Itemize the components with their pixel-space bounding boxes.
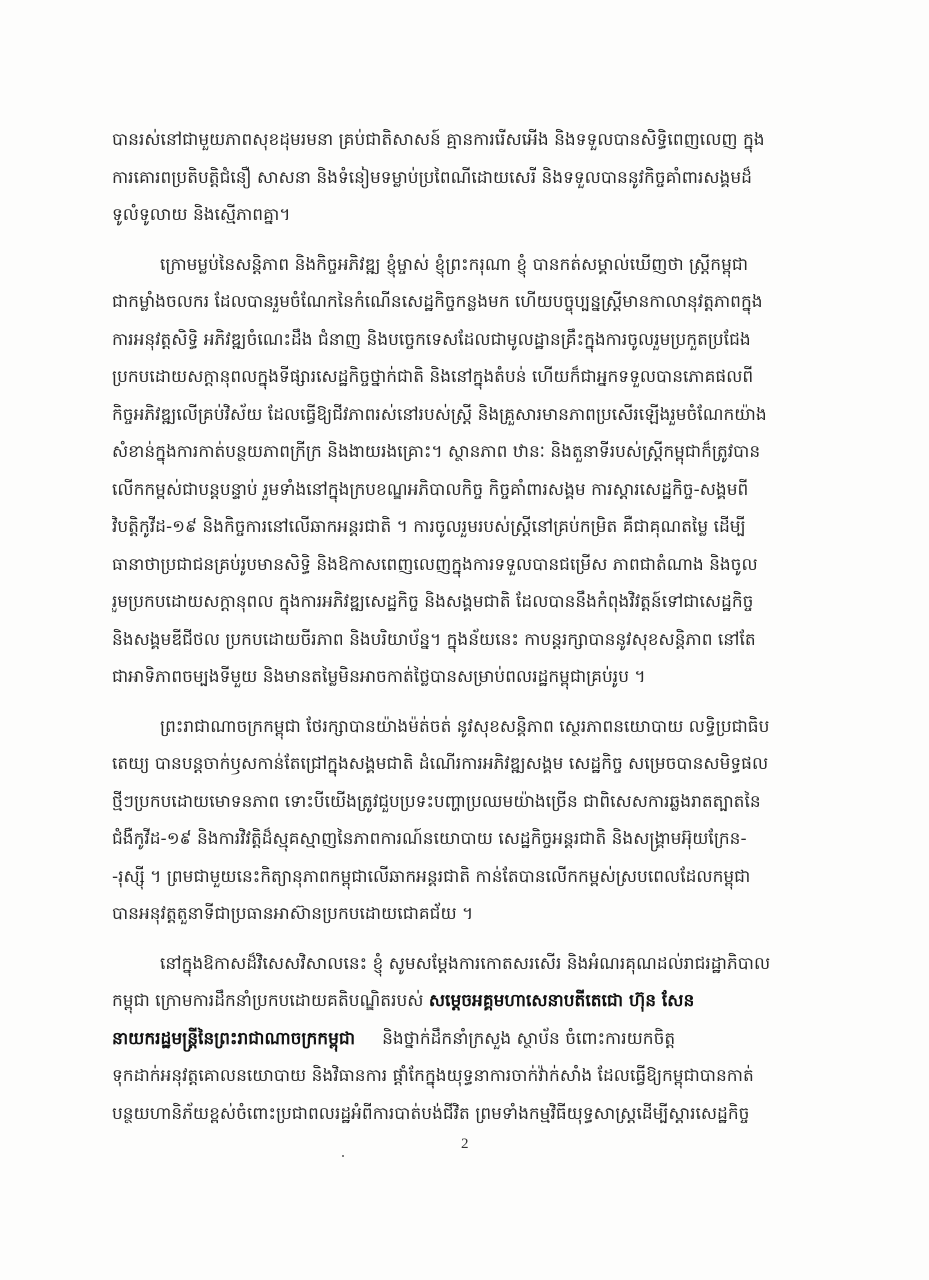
text-line: ធានាថាប្រជាជនគ្រប់រូបមានសិទ្ធិ និងឱកាសពេញលេញក្នុងការទទួលបានជម្រើស ភាពជាតំណាង និងចូល [112, 554, 758, 575]
text-run: កម្ពុជា ក្រោមការដឹកនាំប្រកបដោយគតិបណ្ឌិតរបស់ [112, 991, 429, 1011]
text-line: កិច្ចអភិវឌ្ឍលើគ្រប់វិស័យ ដែលធ្វើឱ្យជីវភាពរស់នៅរបស់ស្ត្រី និងគ្រួសារមានភាពប្រសើរឡើងរួមចំណែកយ៉ាង [112, 404, 767, 425]
text-line [112, 1021, 832, 1059]
prime-minister-title: នាយករដ្ឋមន្ត្រីនៃព្រះរាជាណាចក្រកម្ពុជា [112, 1028, 356, 1049]
text-line: តេយ្យ បានបន្តចាក់ឫសកាន់តែជ្រៅក្នុងសង្គមជាតិ ដំណើរការអភិវឌ្ឍសង្គម សេដ្ឋកិច្ច សម្រេចបានសមិទ្ធផល [112, 754, 769, 774]
text-line: បានរស់នៅជាមួយភាពសុខដុមរមនា គ្រប់ជាតិសាសន៍ គ្មានការរើសអើង និងទទួលបានសិទ្ធិពេញលេញ ក្នុង [112, 130, 765, 150]
paragraph-1 [112, 122, 832, 235]
text-line: និងសង្គមឌីជីថល ប្រកបដោយចីរភាព និងបរិយាប័ន្ន។ ក្នុងន័យនេះ កាបន្តរក្សាបាននូវសុខសន្តិភាព នៅតែ [112, 629, 756, 650]
text-line: លើកកម្ពស់ជាបន្តបន្ទាប់ រួមទាំងនៅក្នុងក្របខណ្ឌអភិបាលកិច្ច កិច្ចគាំពារសង្គម ការស្តារសេដ្ឋកិច្ច-សង្គមពី [112, 479, 749, 500]
text-line [112, 983, 832, 1021]
text-line: ព្រះរាជាណាចក្រកម្ពុជា ថែរក្សាបានយ៉ាងម៉ត់ចត់ នូវសុខសន្តិភាព ស្ថេរភាពនយោបាយ លទ្ធិប្រជាធិប [160, 716, 770, 737]
text-line: ជំងឺកូវីដ-១៩ និងការវិវត្តិដ៏ស្មុគស្មាញនៃភាពការណ៍នយោបាយ សេដ្ឋកិច្ចអន្តរជាតិ និងសង្គ្រាមអ៊ុយក្រែន- [112, 829, 747, 849]
text-line: រួមប្រកបដោយសក្តានុពល ក្នុងការអភិវឌ្ឍសេដ្ឋកិច្ច និងសង្គមជាតិ ដែលបាននឹងកំពុងវិវត្តន៍ទៅជាសេដ្ឋកិច្ច [112, 592, 754, 612]
text-line: ទូលំទូលាយ និងស្មើភាពគ្នា។ [112, 205, 291, 225]
paragraph-3 [112, 709, 832, 934]
text-line: ការអនុវត្តសិទ្ធិ អភិវឌ្ឍចំណេះដឹង ជំនាញ និងបច្ចេកទេសដែលជាមូលដ្ឋានគ្រឹះក្នុងការចូលរួមប្រកួតប្រជែង [112, 329, 751, 350]
text-line: នៅក្នុងឱកាសដ៏វិសេសវិសាលនេះ ខ្ញុំ សូមសម្តែងការកោតសរសើរ និងអំណរគុណដល់រាជរដ្ឋាភិបាល [160, 953, 771, 974]
text-line: ការគោរពប្រតិបត្តិជំនឿ សាសនា និងទំនៀមទម្លាប់ប្រពៃណីដោយសេរី និងទទួលបាននូវកិច្ចគាំពារសង្គមដ៏ [112, 167, 752, 188]
text-line: វិបត្តិកូវីដ-១៩ និងកិច្ចការនៅលើឆាកអន្តរជាតិ ។ ការចូលរួមរបស់ស្ត្រីនៅគ្រប់កម្រិត គឺជាគុណតម្លៃ ដើម្បី [112, 517, 746, 537]
text-line: ជាអាទិភាពចម្បងទីមួយ និងមានតម្លៃមិនអាចកាត់ថ្លៃបានសម្រាប់ពលរដ្ឋកម្ពុជាគ្រប់រូប ។ [112, 667, 646, 687]
text-line: បានអនុវត្តតួនាទីជាប្រធានអាស៊ានប្រកបដោយជោគជ័យ ។ [112, 904, 474, 924]
prime-minister-honorific: សម្តេចអគ្គមហាសេនាបតីតេជោ ហ៊ុន សែន [428, 991, 695, 1011]
text-line: បន្ថយហានិភ័យខ្ពស់ចំពោះប្រជាពលរដ្ឋអំពីការបាត់បង់ជីវិត ព្រមទាំងកម្មវិធីយុទ្ធសាស្ត្រដើម្បីស្តារសេដ្ឋកិច្ច [112, 1103, 750, 1124]
text-line: ជាកម្លាំងចលករ ដែលបានរួមចំណែកនៃកំណើនសេដ្ឋកិច្ចកន្លងមក ហើយបច្ចុប្បន្នស្ត្រីមានកាលានុវត្តភាពក្នុង [112, 292, 763, 312]
text-line: ថ្មីៗប្រកបដោយមោទនភាព ទោះបីយើងត្រូវជួបប្រទះបញ្ហាប្រឈមយ៉ាងច្រើន ជាពិសេសការឆ្លងរាតត្បាតនៃ [112, 791, 761, 812]
paragraph-4 [112, 946, 832, 1134]
text-run: និងថ្នាក់ដឹកនាំក្រសួង ស្ថាប័ន ចំពោះការយកចិត្ត [355, 1028, 676, 1049]
paragraph-2 [112, 247, 832, 697]
scan-speck [342, 1155, 344, 1157]
text-line: សំខាន់ក្នុងការកាត់បន្ថយភាពក្រីក្រ និងងាយរងគ្រោះ។ ស្ថានភាព ឋានៈ និងតួនាទីរបស់ស្ត្រីកម្ពុជាក៏ត្រូវបាន [112, 442, 761, 462]
text-line: ទុកដាក់អនុវត្តគោលនយោបាយ និងវិធានការ ផ្តាំកែក្នុងយុទ្ធនាការចាក់វ៉ាក់សាំង ដែលធ្វើឱ្យកម្ពុជាបានកាត់ [112, 1066, 754, 1086]
text-line: ក្រោមម្លប់នៃសន្តិភាព និងកិច្ចអភិវឌ្ឍ ខ្ញុំម្ចាស់ ខ្ញុំព្រះករុណា ខ្ញុំ បានកត់សម្គាល់ឃើញថា ស្ត្រីកម្ពុជា [160, 254, 749, 275]
text-line: -រុស្ស៊ី ។ ព្រមជាមួយនេះកិត្យានុភាពកម្ពុជាលើឆាកអន្តរជាតិ កាន់តែបានលើកកម្ពស់ស្របពេលដែលកម្ពុជា [112, 866, 751, 887]
page-number: 2 [461, 1136, 469, 1152]
text-line: ប្រកបដោយសក្តានុពលក្នុងទីផ្សារសេដ្ឋកិច្ចថ្នាក់ជាតិ និងនៅក្នុងតំបន់ ហើយក៏ជាអ្នកទទួលបានភោគផលពី [112, 367, 754, 387]
body-text [112, 122, 832, 1145]
